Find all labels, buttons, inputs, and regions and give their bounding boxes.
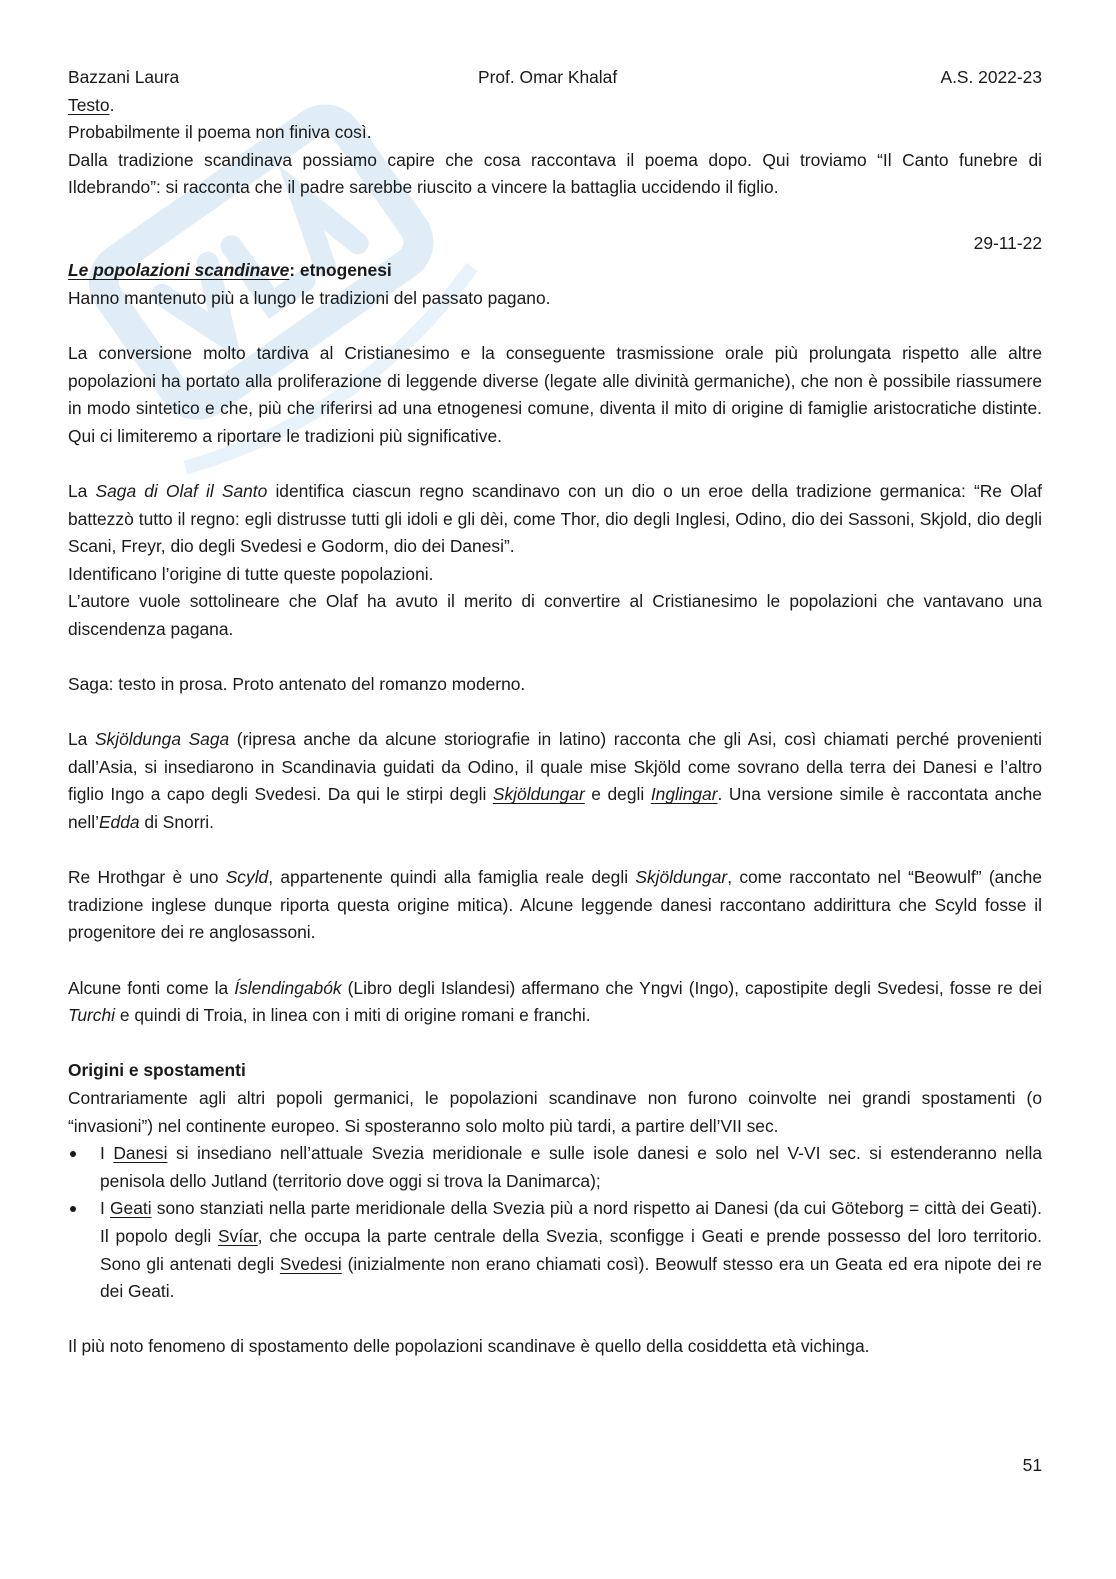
spacer [68,699,1042,727]
document-body [68,64,1042,1361]
header-professor: Prof. Omar Khalaf [478,67,618,87]
paragraph-testo: Testo. [68,94,115,115]
spacer [68,202,1042,230]
page-header [68,64,1042,92]
testo-link[interactable]: Testo [68,94,110,115]
paragraph-10: Re Hrothgar è uno Scyld, appartenente quindi alla famiglia reale degli Skjöldungar, come raccontato nel “Beowulf” (anche tradizione inglese dunque riporta questa origine mitica). Alcune leggende danesi raccontano addirittura che Scyld fosse il progenitore dei re anglosassoni. [68,867,1042,943]
paragraph-5: La Saga di Olaf il Santo identifica ciascun regno scandinavo con un dio o un eroe della tradizione germanica: “Re Olaf battezzò tutto il regno: egli distrusse tutti gli idoli e gli dèi, come Thor, dio degli Inglesi, Odino, dio dei Sassoni, Skjold, dio degli Scani, Freyr, dio degli Svedesi e Godorm, dio dei Danesi”. [68,480,1043,557]
list-item: I Geati sono stanziati nella parte meridionale della Svezia più a nord rispetto ai Danesi (da cui Göteborg = città dei Geati). Il popolo degli Svíar, che occupa la parte centrale della Svezia, sconfigge i Geati e prende possesso del loro territorio. Sono gli antenati degli Svedesi (inizialmente non erano chiamati così). Beowulf stesso era un Geata ed era nipote dei re dei Geati. [68,1195,1042,1305]
paragraph-4: La conversione molto tardiva al Cristianesimo e la conseguente trasmissione orale più prolungata rispetto alle altre popolazioni ha portato alla proliferazione di leggende diverse (legate alle divinità germaniche), che non è possibile riassumere in modo sintetico e che, più che riferirsi ad una etnogenesi comune, diventa il mito di origine di famiglie aristocratiche distinte. Qui ci limiteremo a riportare le tradizioni più significative. [68,342,1042,446]
spacer [68,1030,1042,1058]
paragraph-12: Contrariamente agli altri popoli germanici, le popolazioni scandinave non furono coinvolte nei grandi spostamenti (o “invasioni”) nel continente europeo. Si sposteranno solo molto più tardi, a partire dell’VII sec. [68,1087,1042,1136]
section-title-origini: Origini e spostamenti [68,1060,246,1081]
spacer [68,1306,1042,1334]
page-number: 51 [1022,1455,1042,1475]
header-author: Bazzani Laura [68,67,180,87]
paragraph-8: Saga: testo in prosa. Proto antenato del romanzo moderno. [68,674,526,695]
paragraph-2: Dalla tradizione scandinava possiamo capire che cosa raccontava il poema dopo. Qui troviamo “Il Canto funebre di Ildebrando”: si racconta che il padre sarebbe riuscito a vincere la battaglia uccidendo il figlio. [68,149,1042,198]
paragraph-7: L’autore vuole sottolineare che Olaf ha avuto il merito di convertire al Cristianesimo le popolazioni che vantavano una discendenza pagana. [68,591,1042,639]
paragraph-11: Alcune fonti come la Íslendingabók (Libro degli Islandesi) affermano che Yngvi (Ingo), capostipite degli Svedesi, fosse re dei Turchi e quindi di Troia, in linea con i miti di origine romani e franchi. [68,977,1042,1026]
paragraph-3: Hanno mantenuto più a lungo le tradizioni del passato pagano. [68,287,551,308]
paragraph-6: Identificano l’origine di tutte queste popolazioni. [68,563,434,584]
bullet-list [68,1140,1042,1306]
spacer [68,450,1042,478]
list-item: I Danesi si insediano nell’attuale Svezia meridionale e sulle isole danesi e solo nel V-VI sec. si estenderanno nella penisola dello Jutland (territorio dove oggi si trova la Danimarca); [68,1140,1042,1195]
paragraph-9: La Skjöldunga Saga (ripresa anche da alcune storiografie in latino) racconta che gli Asi, così chiamati perché provenienti dall’Asia, si insediarono in Scandinavia guidati da Odino, il quale mise Skjöld come sovrano della terra dei Danesi e l’altro figlio Ingo a capo degli Svedesi. Da qui le stirpi degli Skjöldungar e degli Inglingar. Una versione simile è raccontata anche nell’Edda di Snorri. [68,729,1042,833]
header-year: A.S. 2022-23 [940,67,1042,87]
paragraph-13: Il più noto fenomeno di spostamento delle popolazioni scandinave è quello della cosiddetta età vichinga. [68,1336,870,1357]
section-title-etnogenesi: Le popolazioni scandinave: etnogenesi [68,260,392,281]
paragraph-1: Probabilmente il poema non finiva così. [68,122,372,143]
spacer [68,312,1042,340]
spacer [68,643,1042,671]
lecture-date: 29-11-22 [973,232,1042,253]
spacer [68,837,1042,865]
spacer [68,947,1042,975]
bullet-icon [70,1206,76,1212]
bullet-icon [70,1151,76,1157]
